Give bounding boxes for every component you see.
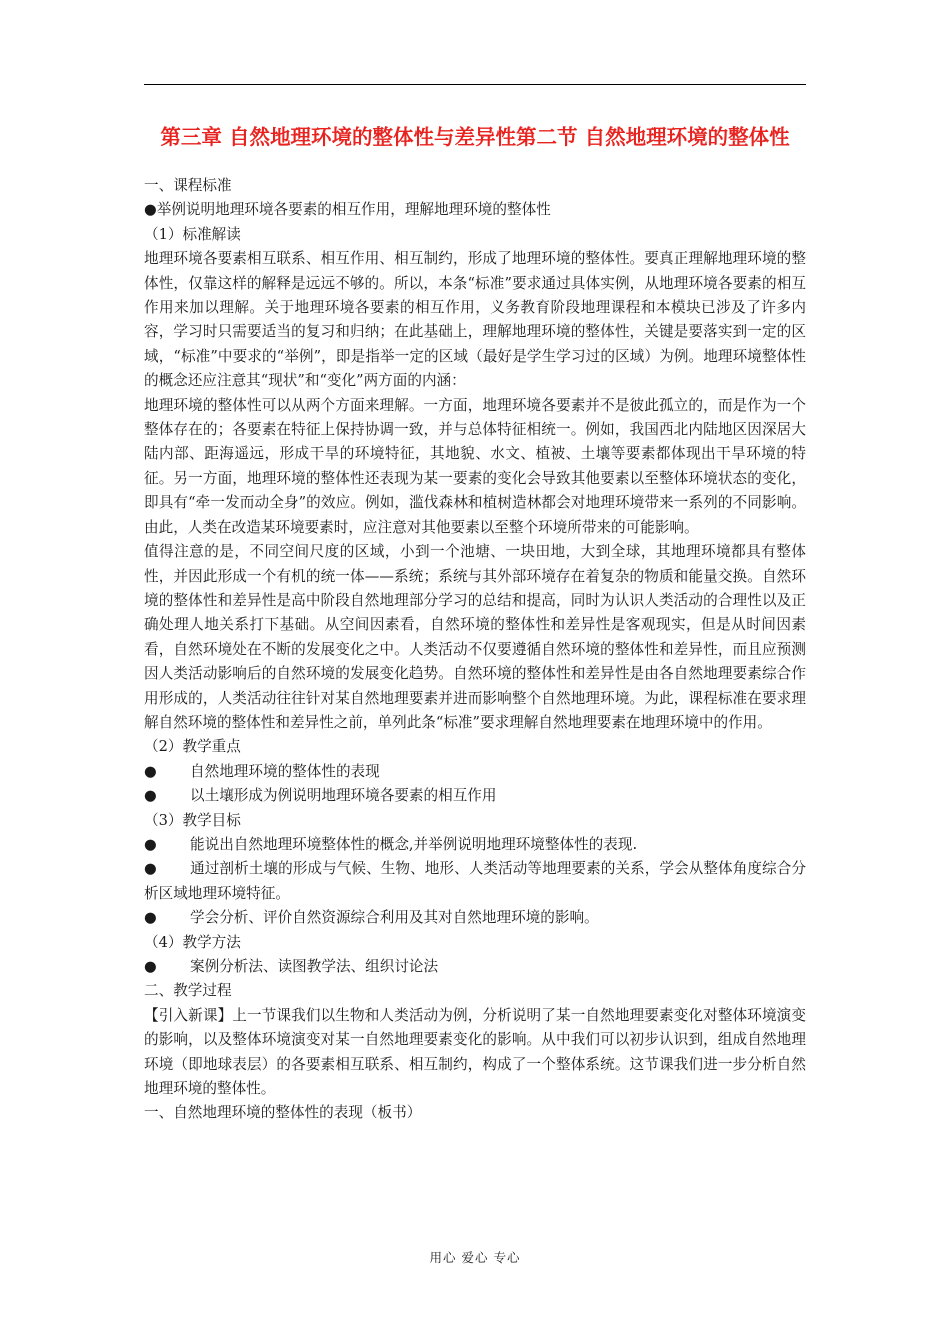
page-footer: 用心 爱心 专心 <box>429 1250 521 1265</box>
goal-item: ● 能说出自然地理环境整体性的概念,并举例说明地理环境整体性的表现. <box>144 833 806 857</box>
subheading-standard-reading: （1）标准解读 <box>144 225 241 243</box>
subheading-teaching-methods: （4）教学方法 <box>144 933 241 951</box>
bullet-icon: ● <box>144 787 157 805</box>
board-heading: 一、自然地理环境的整体性的表现（板书） <box>144 1104 422 1122</box>
document-body <box>144 174 806 1126</box>
paragraph-1: 地理环境各要素相互联系、相互作用、相互制约，形成了地理环境的整体性。要真正理解地理环境的整体性，仅靠这样的解释是远远不够的。所以，本条“标准”要求通过具体实例，从地理环境各要素的相互作用来加以理解。关于地理环境各要素的相互作用，义务教育阶段地理课程和本模块已涉及了许多内容，学习时只需要适当的复习和归纳；在此基础上，理解地理环境的整体性，关键是要落实到一定的区域，“标准”中要求的“举例”，即是指举一定的区域（最好是学生学习过的区域）为例。地理环境整体性的概念还应注意其“现状”和“变化”两方面的内涵： <box>144 250 806 390</box>
method-item: ● 案例分析法、读图教学法、组织讨论法 <box>144 955 806 979</box>
focus-item: ● 以土壤形成为例说明地理环境各要素的相互作用 <box>144 784 806 808</box>
standard-bullet: ●举例说明地理环境各要素的相互作用，理解地理环境的整体性 <box>144 201 551 219</box>
subheading-teaching-focus: （2）教学重点 <box>144 738 241 756</box>
goal-item: ● 通过剖析土壤的形成与气候、生物、地形、人类活动等地理要素的关系，学会从整体角度综合分析区域地理环境特征。 <box>144 857 806 906</box>
bullet-icon: ● <box>144 909 157 927</box>
intro-paragraph: 【引入新课】上一节课我们以生物和人类活动为例，分析说明了某一自然地理要素变化对整体环境演变的影响，以及整体环境演变对某一自然地理要素变化的影响。从中我们可以初步认识到，组成自然地理环境（即地球表层）的各要素相互联系、相互制约，构成了一个整体系统。这节课我们进一步分析自然地理环境的整体性。 <box>144 1006 806 1098</box>
header-rule <box>144 84 806 85</box>
subheading-teaching-goals: （3）教学目标 <box>144 811 241 829</box>
section-heading-process: 二、教学过程 <box>144 982 232 1000</box>
bullet-icon: ● <box>144 762 157 780</box>
bullet-icon: ● <box>144 835 157 853</box>
page-title: 第三章 自然地理环境的整体性与差异性第二节 自然地理环境的整体性 <box>160 125 790 149</box>
bullet-icon: ● <box>144 860 157 878</box>
paragraph-2: 地理环境的整体性可以从两个方面来理解。一方面，地理环境各要素并不是彼此孤立的，而是作为一个整体存在的；各要素在特征上保持协调一致，并与总体特征相统一。例如，我国西北内陆地区因深居大陆内部、距海遥远，形成干旱的环境特征，其地貌、水文、植被、土壤等要素都体现出干旱环境的特征。另一方面，地理环境的整体性还表现为某一要素的变化会导致其他要素以至整体环境状态的变化，即具有“牵一发而动全身”的效应。例如，滥伐森林和植树造林都会对地理环境带来一系列的不同影响。由此，人类在改造某环境要素时，应注意对其他要素以至整个环境所带来的可能影响。 <box>144 396 806 536</box>
focus-item: ● 自然地理环境的整体性的表现 <box>144 760 806 784</box>
section-heading-curriculum: 一、课程标准 <box>144 177 232 194</box>
goal-item: ● 学会分析、评价自然资源综合利用及其对自然地理环境的影响。 <box>144 906 806 930</box>
bullet-icon: ● <box>144 958 157 975</box>
paragraph-3: 值得注意的是，不同空间尺度的区域，小到一个池塘、一块田地，大到全球，其地理环境都具有整体性，并因此形成一个有机的统一体——系统；系统与其外部环境存在着复杂的物质和能量交换。自然环境的整体性和差异性是高中阶段自然地理部分学习的总结和提高，同时为认识人类活动的合理性以及正确处理人地关系打下基础。从空间因素看，自然环境的整体性和差异性是客观现实，但是从时间因素看，自然环境处在不断的发展变化之中。人类活动不仅要遵循自然环境的整体性和差异性，而且应预测因人类活动影响后的自然环境的发展变化趋势。自然环境的整体性和差异性是由各自然地理要素综合作用形成的，人类活动往往针对某自然地理要素并进而影响整个自然地理环境。为此，课程标准在要求理解自然环境的整体性和差异性之前，单列此条“标准”要求理解自然地理要素在地理环境中的作用。 <box>144 543 806 731</box>
